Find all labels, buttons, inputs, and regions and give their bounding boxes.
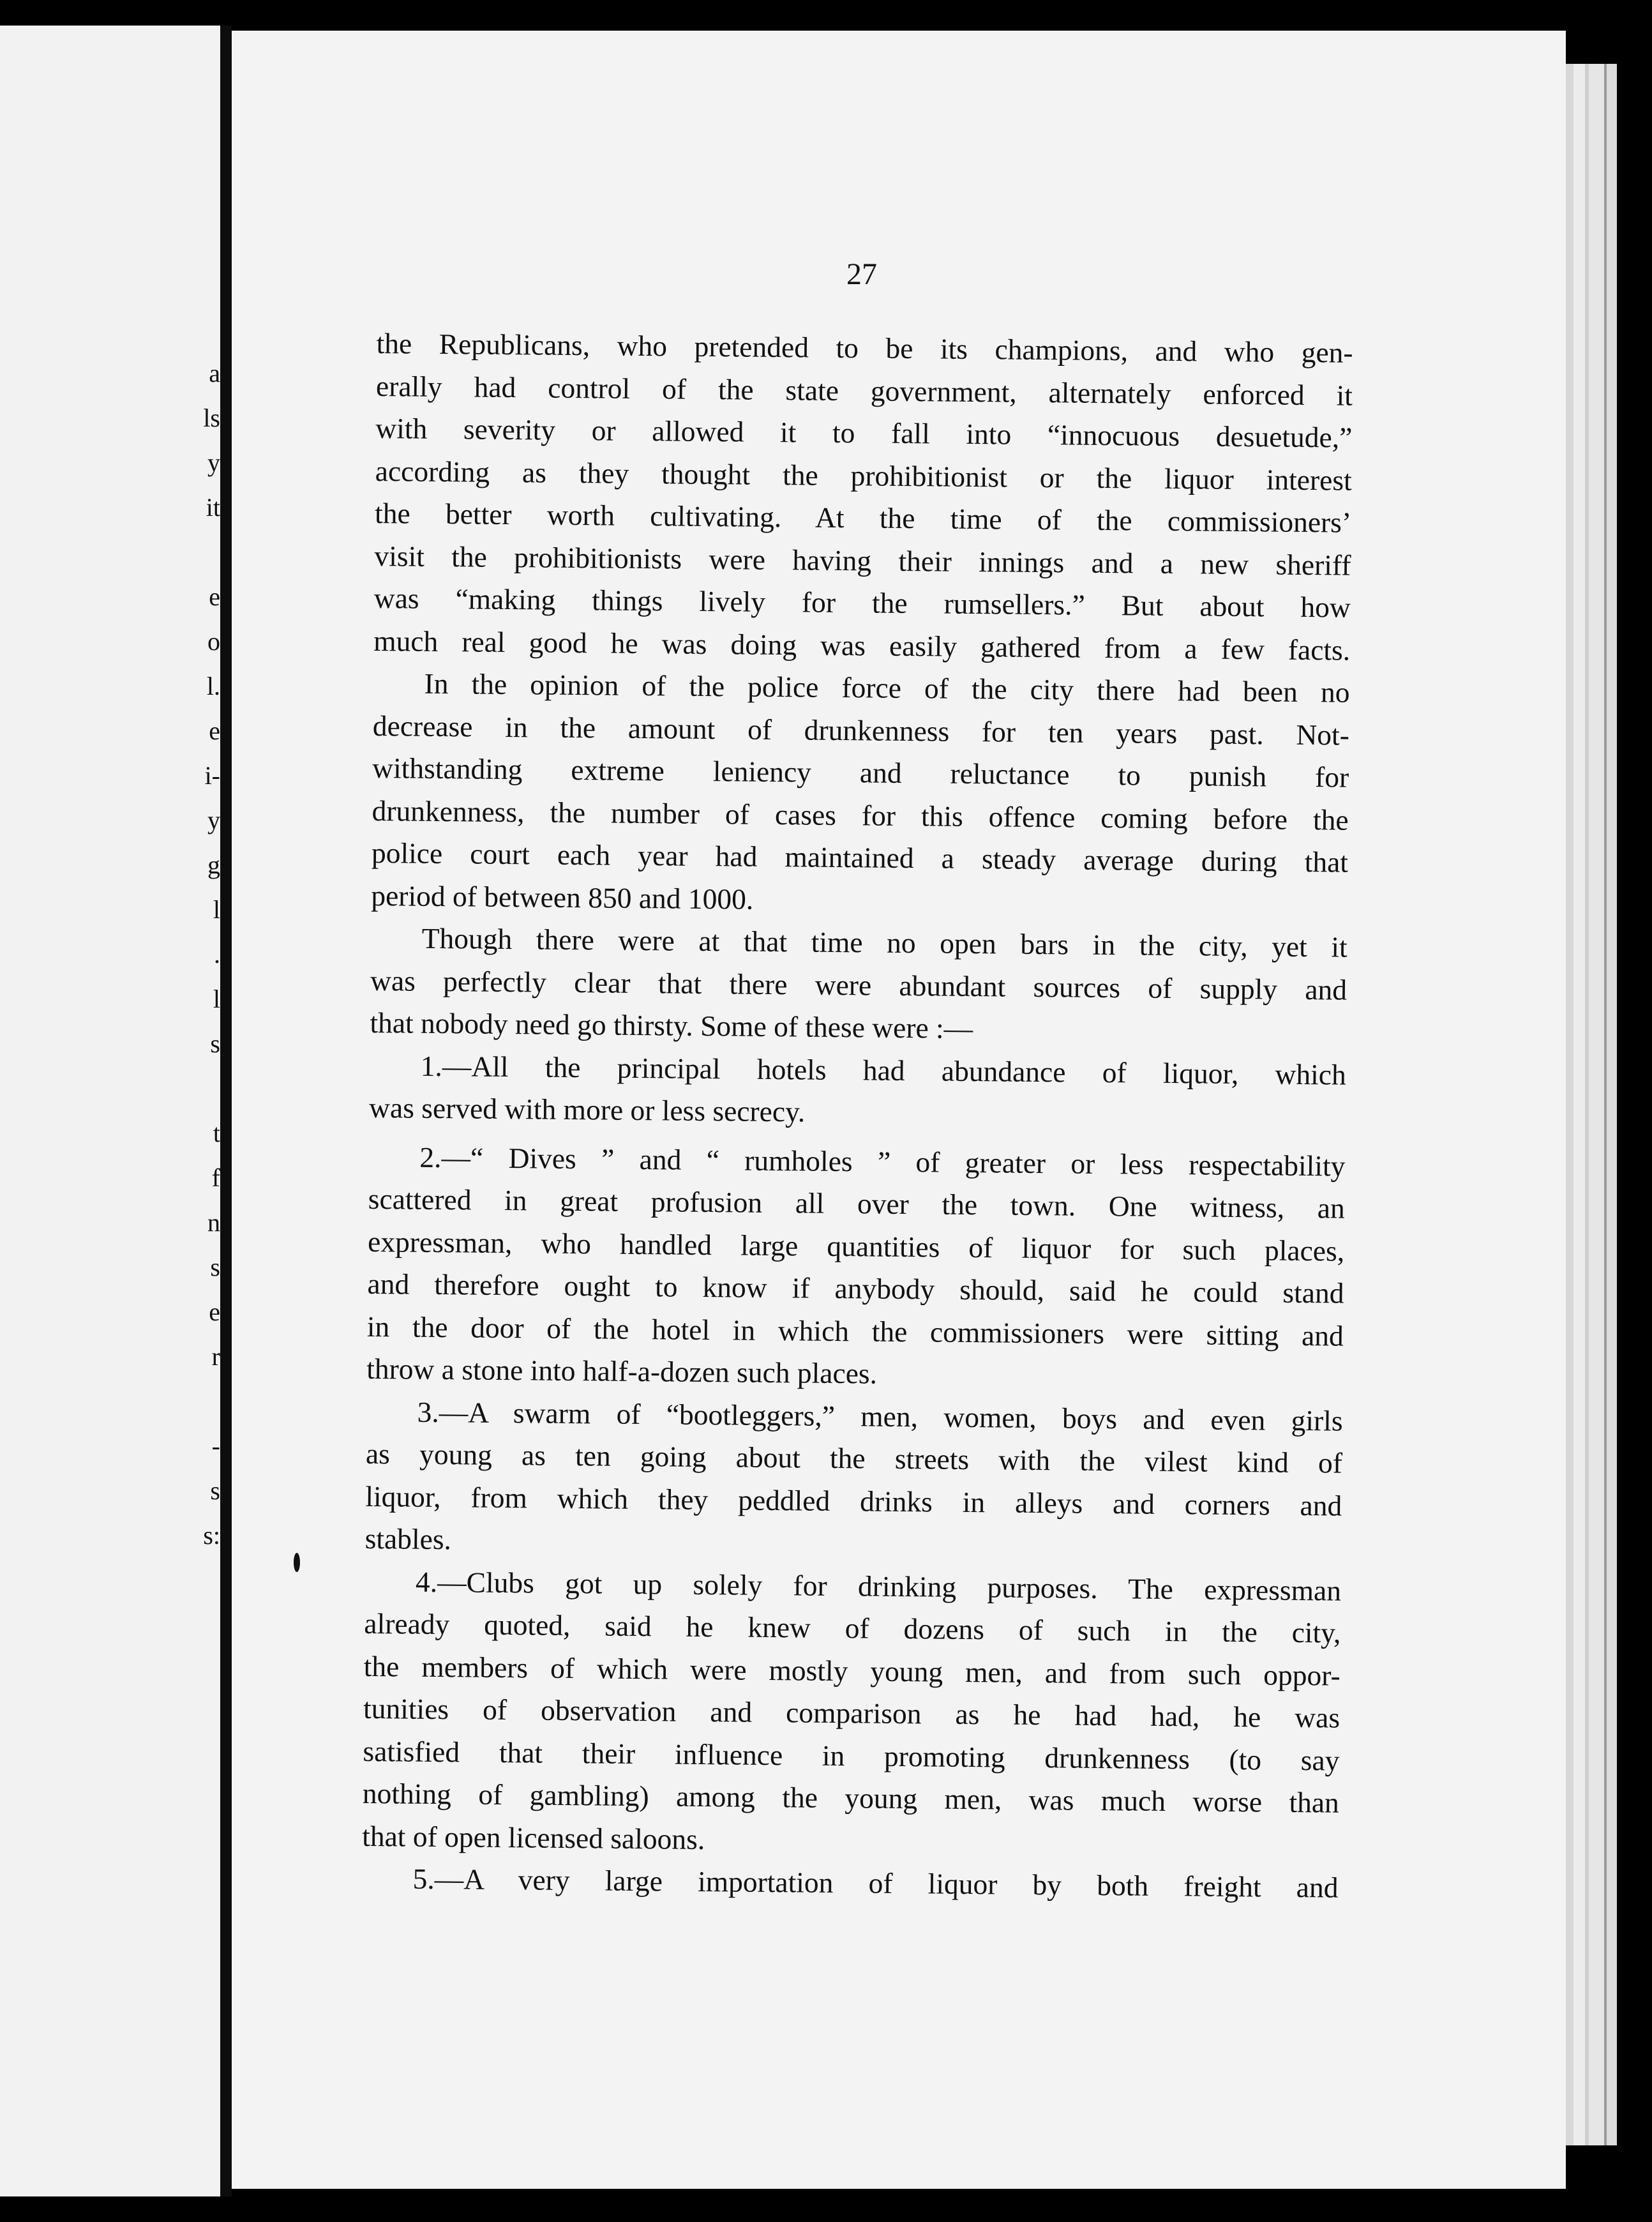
text-line: much real good he was doing was easily gathered from a few facts. <box>373 624 1351 667</box>
text-line: decrease in the amount of drunkenness for ten years past. Not- <box>372 709 1350 752</box>
left-fragment: o <box>207 627 220 656</box>
left-fragment: s <box>210 1029 220 1058</box>
list-item-line: tunities of observation and comparison as he had had, he was <box>363 1691 1340 1734</box>
left-fragment <box>188 530 220 575</box>
left-fragment: t <box>213 1119 220 1147</box>
left-fragment: s <box>210 1253 220 1281</box>
left-fragment: s: <box>203 1521 220 1550</box>
left-page-fragments <box>188 351 220 1558</box>
left-fragment: r <box>211 1342 220 1371</box>
text-line: the better worth cultivating. At the time of the commissioners’ <box>374 496 1352 539</box>
text-line: according as they thought the prohibitionist or the liquor interest <box>375 454 1352 497</box>
left-fragment: f <box>211 1163 220 1192</box>
left-fragment <box>188 1379 220 1424</box>
list-item-line: satisfied that their influence in promoting drunkenness (to say <box>363 1734 1340 1777</box>
list-item-line: liquor, from which they peddled drinks in alleys and corners and <box>365 1479 1342 1522</box>
list-item-line: 3.—A swarm of “bootleggers,” men, women, boys and even girls <box>417 1395 1343 1437</box>
left-fragment: ls <box>203 404 220 432</box>
left-fragment <box>188 1066 220 1111</box>
list-item-line: 5.—A very large importation of liquor by both freight and <box>412 1862 1339 1904</box>
list-item-line: in the door of the hotel in which the commissioners were sitting and <box>366 1310 1344 1352</box>
left-fragment: i- <box>204 761 220 790</box>
left-fragment: e <box>209 582 220 611</box>
text-line: that nobody need go thirsty. Some of these were :— <box>370 1006 973 1045</box>
list-item-line: throw a stone into half-a-dozen such places. <box>366 1352 878 1390</box>
left-fragment: it <box>206 493 220 522</box>
list-item-line: and therefore ought to know if anybody should, said he could stand <box>367 1267 1344 1310</box>
left-fragment: a <box>209 359 220 388</box>
list-item-line: that of open licensed saloons. <box>362 1819 705 1855</box>
left-fragment: e <box>209 1297 220 1326</box>
list-item-line: already quoted, said he knew of dozens of such in the city, <box>364 1606 1341 1649</box>
text-line: was “making things lively for the rumsellers.” But about how <box>373 581 1351 624</box>
list-item-line: stables. <box>364 1522 452 1556</box>
left-page-strip <box>0 26 220 2196</box>
body-text <box>361 322 1353 1909</box>
left-fragment: g <box>207 850 220 879</box>
text-line: with severity or allowed it to fall into “innocuous desuetude,” <box>375 411 1353 454</box>
left-fragment: . <box>214 940 220 969</box>
text-line: drunkenness, the number of cases for this offence coming before the <box>372 794 1349 836</box>
list-item-line: 4.—Clubs got up solely for drinking purposes. The expressman <box>415 1565 1342 1607</box>
text-line: the Republicans, who pretended to be its champions, and who gen- <box>376 326 1353 369</box>
margin-ink-mark <box>294 1553 300 1572</box>
list-item-line: expressman, who handled large quantities of liquor for such places, <box>367 1225 1345 1267</box>
left-fragment: s <box>210 1476 220 1505</box>
list-item-line: 1.—All the principal hotels had abundance of liquor, which <box>420 1049 1347 1091</box>
text-line: erally had control of the state government, alternately enforced it <box>375 369 1353 412</box>
list-item-line: the members of which were mostly young men, and from such oppor- <box>363 1649 1340 1692</box>
page-edge-stack <box>1566 64 1617 2145</box>
list-item-line: 2.—“ Dives ” and “ rumholes ” of greater or less respectability <box>419 1140 1346 1183</box>
text-line: In the opinion of the police force of the city there had been no <box>424 667 1350 709</box>
list-item-line: nothing of gambling) among the young men, was much worse than <box>362 1776 1340 1819</box>
page-number: 27 <box>846 257 877 291</box>
text-line: police court each year had maintained a steady average during that <box>371 836 1349 879</box>
book-gutter <box>220 26 232 2196</box>
left-fragment: y <box>207 806 220 835</box>
text-line: visit the prohibitionists were having their innings and a new sheriff <box>374 539 1351 582</box>
left-fragment: l <box>213 895 220 924</box>
left-fragment: l <box>213 985 220 1013</box>
left-fragment: l. <box>206 672 220 700</box>
left-fragment: n <box>207 1208 220 1237</box>
text-line: period of between 850 and 1000. <box>371 879 754 916</box>
list-item-line: was served with more or less secrecy. <box>368 1091 806 1128</box>
list-item-line: as young as ten going about the streets with the vilest kind of <box>365 1437 1343 1479</box>
list-item-line: scattered in great profusion all over the town. One witness, an <box>368 1182 1345 1225</box>
left-fragment: y <box>207 448 220 477</box>
left-fragment: - <box>211 1432 220 1460</box>
text-line: Though there were at that time no open bars in the city, yet it <box>421 921 1348 964</box>
text-line: withstanding extreme leniency and reluctance to punish for <box>372 751 1349 794</box>
text-line: was perfectly clear that there were abundant sources of supply and <box>370 964 1348 1006</box>
left-fragment: e <box>209 716 220 745</box>
